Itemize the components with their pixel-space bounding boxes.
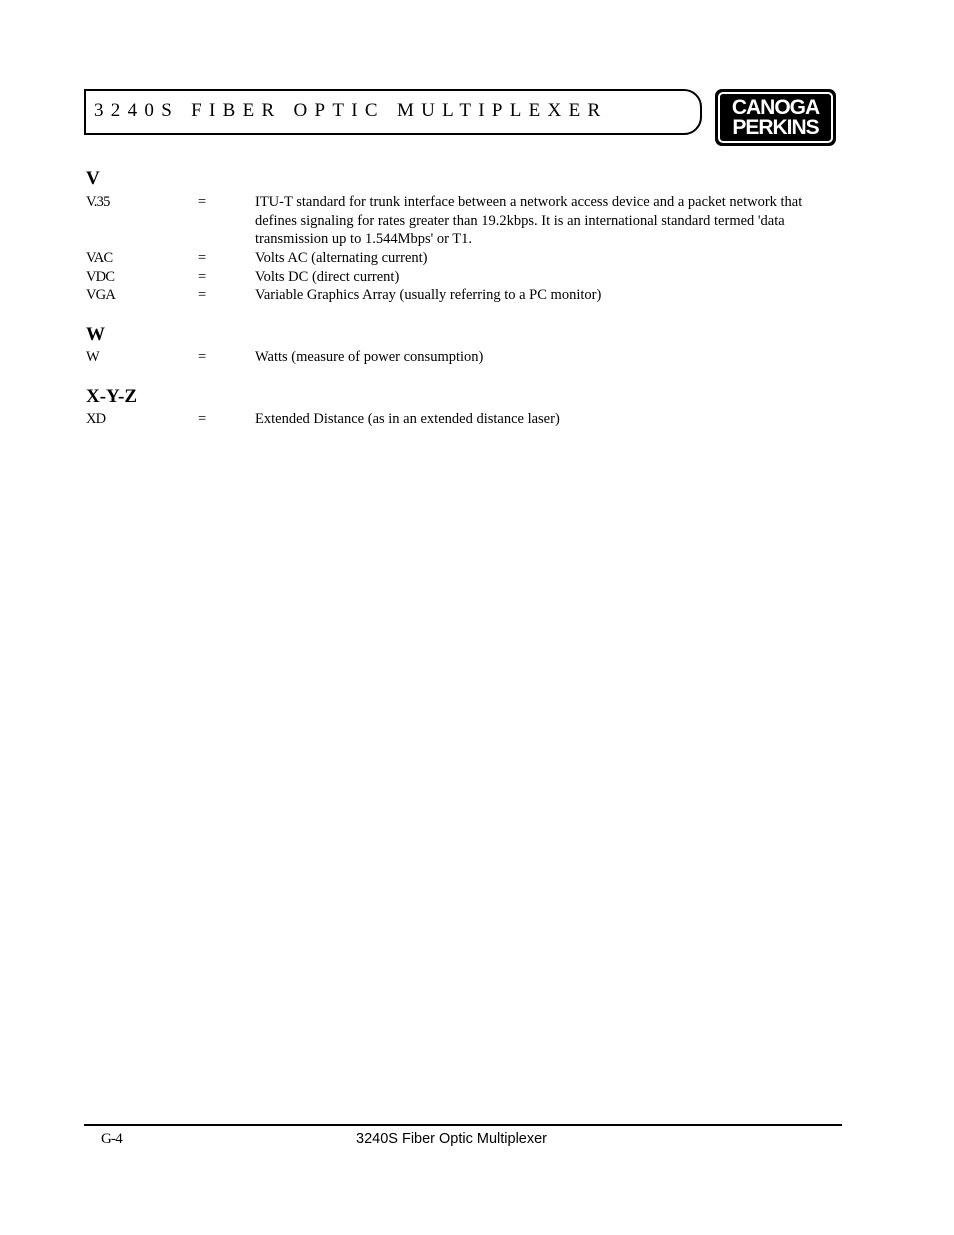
glossary-entry — [86, 249, 846, 268]
glossary-definition: Watts (measure of power consumption) — [255, 349, 484, 365]
glossary-entry — [86, 268, 846, 287]
glossary-definition: Volts AC (alternating current) — [255, 250, 428, 266]
glossary-definition: Extended Distance (as in an extended distance laser) — [255, 411, 560, 427]
canoga-perkins-logo — [715, 89, 836, 146]
footer-document-title: 3240S Fiber Optic Multiplexer — [356, 1131, 547, 1147]
glossary-term: W — [86, 349, 99, 365]
header-banner — [84, 89, 702, 135]
glossary-entry — [86, 286, 846, 305]
equals-sign: = — [198, 250, 207, 266]
equals-sign: = — [198, 269, 207, 285]
footer-divider — [84, 1124, 842, 1126]
document-title: 3240S FIBER OPTIC MULTIPLEXER — [94, 100, 608, 121]
page-number: G-4 — [101, 1131, 122, 1147]
glossary-term: VAC — [86, 250, 113, 266]
glossary-entry — [86, 410, 846, 429]
equals-sign: = — [198, 349, 207, 365]
equals-sign: = — [198, 411, 207, 427]
glossary-term: V.35 — [86, 194, 110, 210]
logo-line-2: PERKINS — [732, 115, 819, 139]
glossary-entry — [86, 193, 846, 249]
glossary-term: XD — [86, 411, 106, 427]
equals-sign: = — [198, 194, 207, 210]
section-heading-v: V — [86, 168, 100, 189]
glossary-entry — [86, 348, 846, 367]
glossary-definition: ITU-T standard for trunk interface between a network access device and a packet network that defines signaling for rates greater than 19.2kbps. It is an international standard termed 'data transmission up to 1.544Mbps' or T1. — [255, 194, 803, 247]
logo-line-1: CANOGA — [731, 95, 820, 119]
section-heading-w: W — [86, 324, 105, 345]
glossary-term: VGA — [86, 287, 116, 303]
glossary-term: VDC — [86, 269, 115, 285]
glossary-definition: Volts DC (direct current) — [255, 269, 400, 285]
glossary-definition: Variable Graphics Array (usually referring to a PC monitor) — [255, 287, 602, 303]
section-heading-xyz: X-Y-Z — [86, 386, 138, 407]
equals-sign: = — [198, 287, 207, 303]
